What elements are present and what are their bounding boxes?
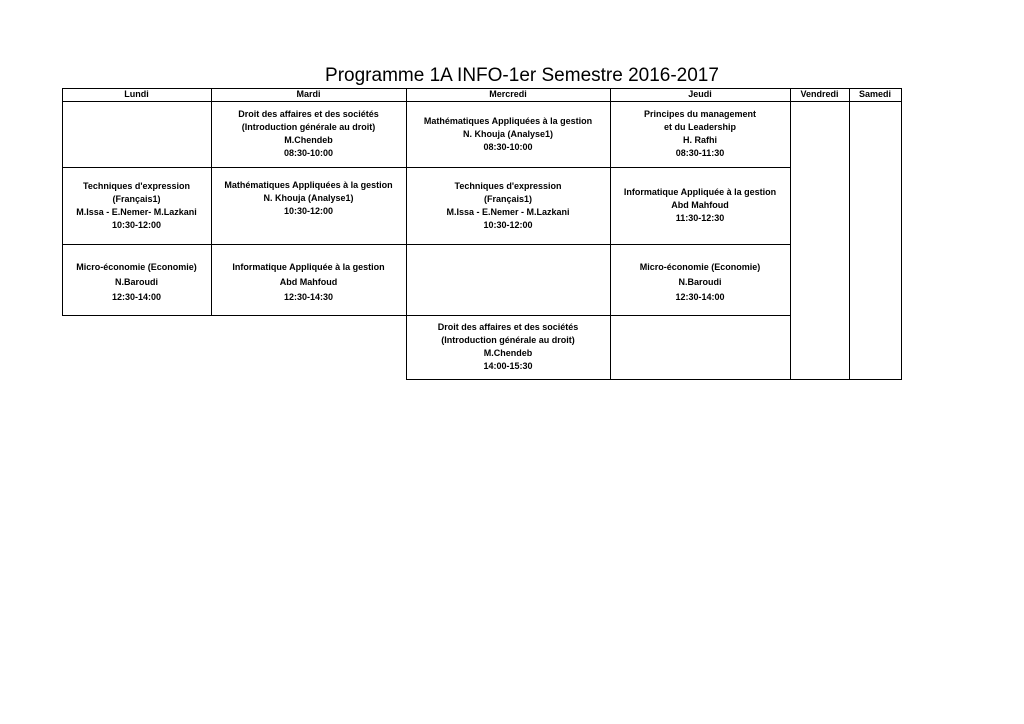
course-subtitle: (Introduction générale au droit) <box>441 335 575 345</box>
time-slot: 10:30-12:00 <box>283 206 334 216</box>
session-mardi-3 <box>211 244 406 315</box>
page-title: Programme 1A INFO-1er Semestre 2016-2017 <box>325 65 719 86</box>
time-slot: 11:30-12:30 <box>675 213 725 223</box>
course-name: Informatique Appliquée à la gestion <box>623 187 777 197</box>
grid-line <box>62 88 63 316</box>
day-header-jeudi: Jeudi <box>688 89 712 99</box>
time-slot: 08:30-10:00 <box>483 141 533 152</box>
session-mercredi-2 <box>406 167 610 244</box>
session-mardi-1 <box>211 101 406 167</box>
grid-line <box>790 88 791 380</box>
course-subtitle: et du Leadership <box>663 122 736 132</box>
teacher: M.Chendeb <box>483 348 533 358</box>
day-header-mardi: Mardi <box>296 89 321 99</box>
grid-line <box>211 88 212 316</box>
session-lundi-2 <box>62 167 211 244</box>
time-slot: 08:30-10:00 <box>283 148 334 158</box>
session-jeudi-2 <box>610 167 790 244</box>
course-name: Micro-économie (Economie) <box>639 262 761 272</box>
grid-line <box>406 88 407 380</box>
grid-line <box>849 88 850 380</box>
day-header-mercredi: Mercredi <box>489 89 527 99</box>
course-name: Principes du management <box>643 109 757 119</box>
time-slot: 10:30-12:00 <box>111 219 162 230</box>
teacher: N.Baroudi <box>114 277 158 287</box>
course-subtitle: (Introduction générale au droit) <box>241 122 376 132</box>
course-name: Mathématiques Appliquées à la gestion <box>224 180 393 190</box>
teacher: H. Rafhi <box>682 135 717 145</box>
grid-line <box>406 379 902 380</box>
day-header-samedi: Samedi <box>858 89 891 99</box>
time-slot: 12:30-14:00 <box>675 292 725 302</box>
teacher: N.Baroudi <box>678 277 722 287</box>
session-mercredi-1 <box>406 101 610 167</box>
day-header-lundi: Lundi <box>124 89 149 99</box>
course-name: Techniques d'expression <box>82 180 190 191</box>
time-slot: 08:30-11:30 <box>675 148 725 158</box>
grid-line <box>62 315 790 316</box>
teacher: N. Khouja (Analyse1) <box>462 128 554 139</box>
course-name: Mathématiques Appliquées à la gestion <box>423 115 593 126</box>
grid-line <box>610 88 611 380</box>
course-name: Micro-économie (Economie) <box>76 262 197 272</box>
time-slot: 12:30-14:30 <box>283 292 334 302</box>
course-name: Droit des affaires et des sociétés <box>238 109 379 119</box>
session-jeudi-1 <box>610 101 790 167</box>
course-name: Droit des affaires et des sociétés <box>437 322 579 332</box>
course-subtitle: (Français1) <box>483 193 533 204</box>
session-mardi-2 <box>211 167 406 244</box>
day-header-vendredi: Vendredi <box>800 89 839 99</box>
grid-line <box>901 88 902 380</box>
teacher: M.Issa - E.Nemer- M.Lazkani <box>76 206 197 217</box>
time-slot: 10:30-12:00 <box>483 219 533 230</box>
teacher: M.Chendeb <box>284 135 333 145</box>
session-mercredi-4 <box>406 315 610 379</box>
session-jeudi-3 <box>610 244 790 315</box>
grid-line <box>62 167 790 168</box>
teacher: N. Khouja (Analyse1) <box>263 193 354 203</box>
grid-line <box>62 101 902 102</box>
course-name: Informatique Appliquée à la gestion <box>232 262 385 272</box>
course-name: Techniques d'expression <box>454 180 562 191</box>
time-slot: 14:00-15:30 <box>483 361 533 371</box>
teacher: Abd Mahfoud <box>279 277 338 287</box>
time-slot: 12:30-14:00 <box>111 292 162 302</box>
grid-line <box>62 244 790 245</box>
course-subtitle: (Français1) <box>112 193 161 204</box>
session-lundi-3 <box>62 244 211 315</box>
teacher: Abd Mahfoud <box>671 200 729 210</box>
grid-line <box>62 88 902 89</box>
teacher: M.Issa - E.Nemer - M.Lazkani <box>446 206 570 217</box>
